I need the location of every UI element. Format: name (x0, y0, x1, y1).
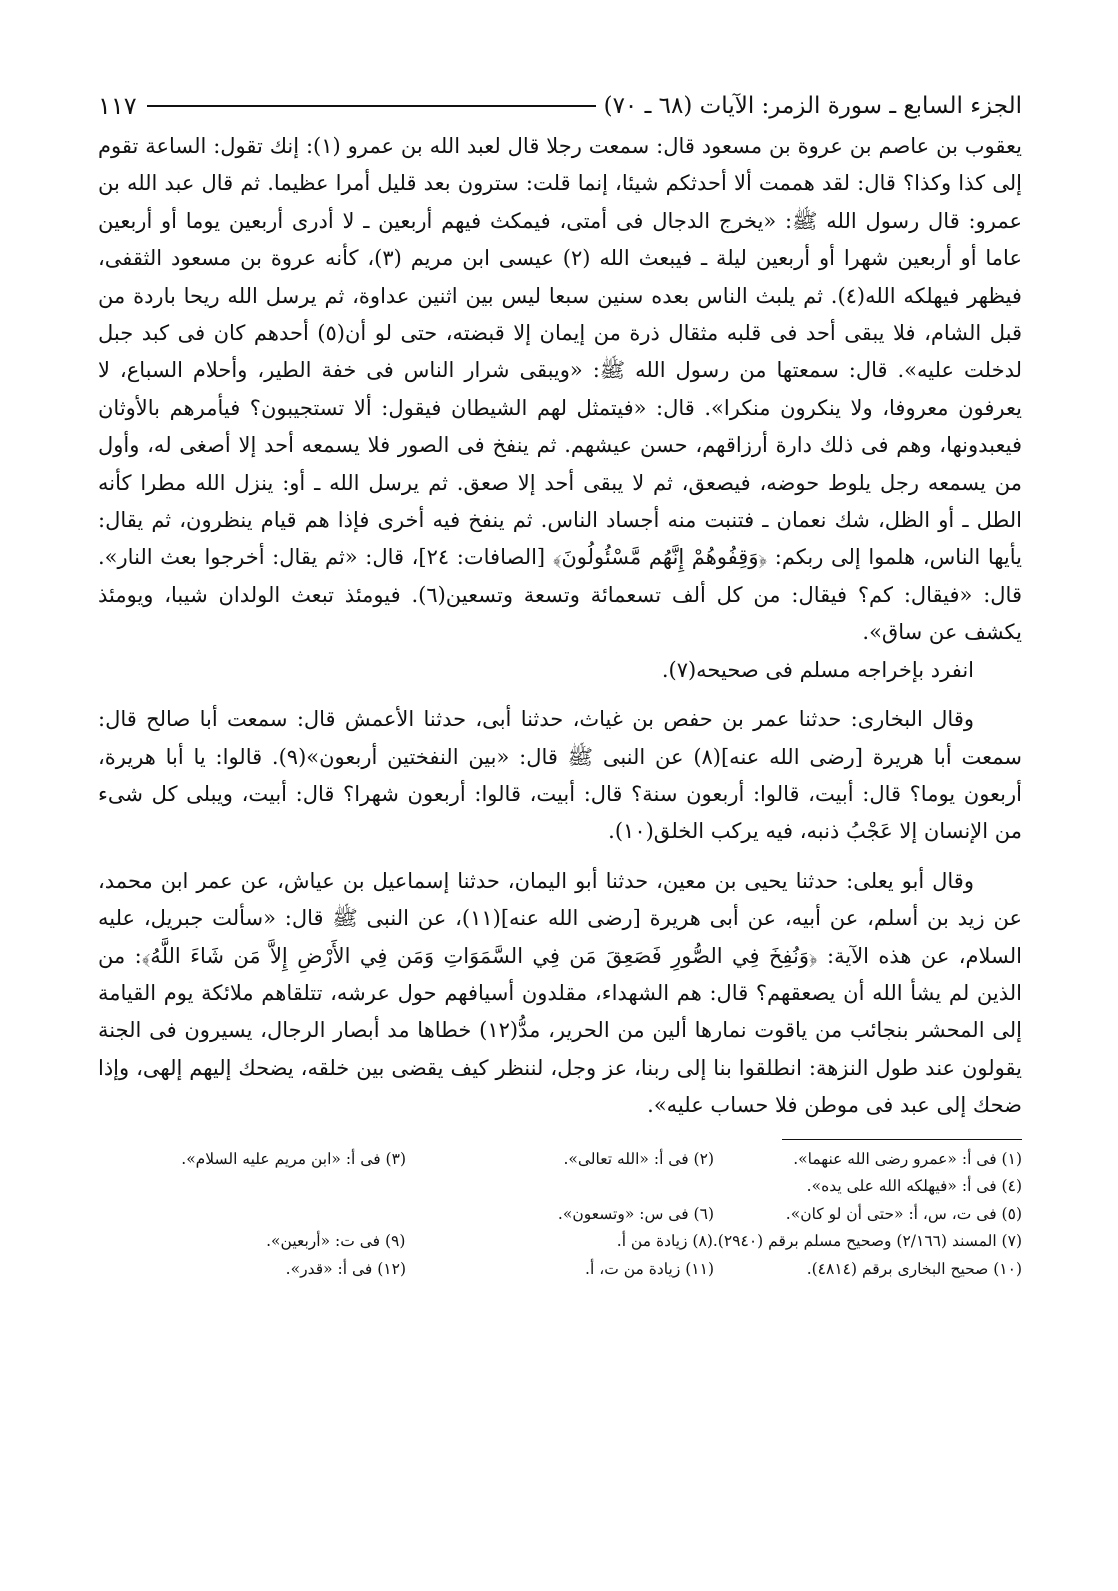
footnote-separator (782, 1139, 1022, 1140)
footnote (98, 1173, 406, 1201)
footnote-row (98, 1228, 1022, 1256)
paragraph-abu-yala: وقال أبو يعلى: حدثنا يحيى بن معين، حدثنا أبو اليمان، حدثنا إسماعيل بن عياش، عن عمر ابن محمد، عن زيد بن أسلم، عن أبيه، عن أبى هريرة [رضى الله عنه](١١)، عن النبى ﷺ قال: «سألت جبريل، عليه السلام، عن هذه الآية: ﴿وَنُفِخَ فِي الصُّورِ فَصَعِقَ مَن فِي السَّمَوَاتِ وَمَن فِي الأَرْضِ إِلاَّ مَن شَاءَ اللَّهُ﴾: من الذين لم يشأ الله أن يصعقهم؟ قال: هم الشهداء، مقلدون أسيافهم حول عرشه، تتلقاهم ملائكة يوم القيامة إلى المحشر بنجائب من ياقوت نمارها ألين من الحرير، مدُّ(١٢) خطاها مد أبصار الرجال، يسيرون فى الجنة يقولون عند طول النزهة: انطلقوا بنا إلى ربنا، عز وجل، لننظر كيف يقضى بين خلقه، يضحك إليهم إلهى، وإذا ضحك إلى عبد فى موطن فلا حساب عليه». (98, 868, 1022, 1118)
footnote-row (98, 1201, 1022, 1229)
footnote (98, 1201, 406, 1229)
footnote-row (98, 1256, 1022, 1284)
paragraph-muslim-note: انفرد بإخراجه مسلم فى صحيحه(٧). (661, 657, 974, 682)
footnote: (٨) زيادة من أ. (616, 1232, 713, 1251)
footnotes (98, 1146, 1022, 1284)
header-rule (147, 105, 596, 107)
footnote: (٣) فى أ: «ابن مريم عليه السلام». (181, 1149, 406, 1168)
paragraph-hadith-dajjal: يعقوب بن عاصم بن عروة بن مسعود قال: سمعت رجلا قال لعبد الله بن عمرو (١): إنك تقول: الساعة تقوم إلى كذا وكذا؟ قال: لقد هممت ألا أحدثكم شيئا، إنما قلت: سترون بعد قليل أمرا عظيما. ثم قال عبد الله بن عمرو: قال رسول الله ﷺ: «يخرج الدجال فى أمتى، فيمكث فيهم أربعين ـ لا أدرى أربعين يوما أو أربعين عاما أو أربعين شهرا أو أربعين ليلة ـ فيبعث الله (٢) عيسى ابن مريم (٣)، كأنه عروة بن مسعود الثقفى، فيظهر فيهلكه الله(٤). ثم يلبث الناس بعده سنين سبعا ليس بين اثنين عداوة، ثم يرسل الله ريحا باردة من قبل الشام، فلا يبقى أحد فى قلبه مثقال ذرة من إيمان إلا قبضته، حتى لو أن(٥) أحدهم كان فى كبد جبل لدخلت عليه». قال: سمعتها من رسول الله ﷺ: «ويبقى شرار الناس فى خفة الطير، وأحلام السباع، لا يعرفون معروفا، ولا ينكرون منكرا». قال: «فيتمثل لهم الشيطان فيقول: ألا تستجيبون؟ فيأمرهم بالأوثان فيعبدونها، وهم فى ذلك دارة أرزاقهم، حسن عيشهم. ثم ينفخ فى الصور فلا يسمعه أحد إلا أصغى له، وأول من يسمعه رجل يلوط حوضه، فيصعق، ثم لا يبقى أحد إلا صعق. ثم يرسل الله ـ أو: ينزل الله مطرا كأنه الطل ـ أو الظل، شك نعمان ـ فتنبت منه أجساد الناس. ثم ينفخ فيه أخرى فإذا هم قيام ينظرون، ثم يقال: يأيها الناس، هلموا إلى ربكم: ﴿وَقِفُوهُمْ إِنَّهُم مَّسْئُولُونَ﴾ [الصافات: ٢٤]، قال: «ثم يقال: أخرجوا بعث النار». قال: «فيقال: كم؟ فيقال: من كل ألف تسعمائة وتسعة وتسعين(٦). فيومئذ تبعث الولدان شيبا، ويومئذ يكشف عن ساق». (98, 134, 1023, 645)
footnote: (٧) المسند (٢/١٦٦) وصحيح مسلم برقم (٢٩٤٠). (712, 1232, 1022, 1251)
footnote: (٩) فى ت: «أربعين». (266, 1232, 406, 1251)
paragraph-bukhari: وقال البخارى: حدثنا عمر بن حفص بن غياث، حدثنا أبى، حدثنا الأعمش قال: سمعت أبا صالح قال: سمعت أبا هريرة [رضى الله عنه](٨) عن النبى ﷺ قال: «بين النفختين أربعون»(٩). قالوا: يا أبا هريرة، أربعون يوما؟ قال: أبيت، قالوا: أربعون سنة؟ قال: أبيت، قالوا: أربعون شهرا؟ قال: أبيت، ويبلى كل شىء من الإنسان إلا عَجْبُ ذنبه، فيه يركب الخلق(١٠). (98, 707, 1023, 844)
footnote: (١١) زيادة من ت، أ. (585, 1259, 714, 1278)
footnote: (١) فى أ: «عمرو رضى الله عنهما». (793, 1149, 1022, 1168)
footnote-row (98, 1173, 1022, 1201)
footnote-row (98, 1146, 1022, 1174)
footnote: (٦) فى س: «وتسعون». (557, 1204, 714, 1223)
footnote (406, 1173, 714, 1201)
footnote: (٤) فى أ: «فيهلكه الله على يده». (806, 1177, 1022, 1196)
footnote: (٥) فى ت، س، أ: «حتى أن لو كان». (785, 1204, 1022, 1223)
page-number: ١١٧ (98, 92, 137, 120)
footnote: (١٠) صحيح البخارى برقم (٤٨١٤). (806, 1259, 1022, 1278)
footnote: (١٢) فى أ: «قدر». (285, 1259, 406, 1278)
footnote: (٢) فى أ: «الله تعالى». (563, 1149, 714, 1168)
running-header (98, 86, 1022, 126)
spacer (98, 689, 1022, 701)
spacer (98, 851, 1022, 863)
header-title: الجزء السابع ـ سورة الزمر: الآيات (٦٨ ـ ٧٠) (603, 93, 1022, 119)
